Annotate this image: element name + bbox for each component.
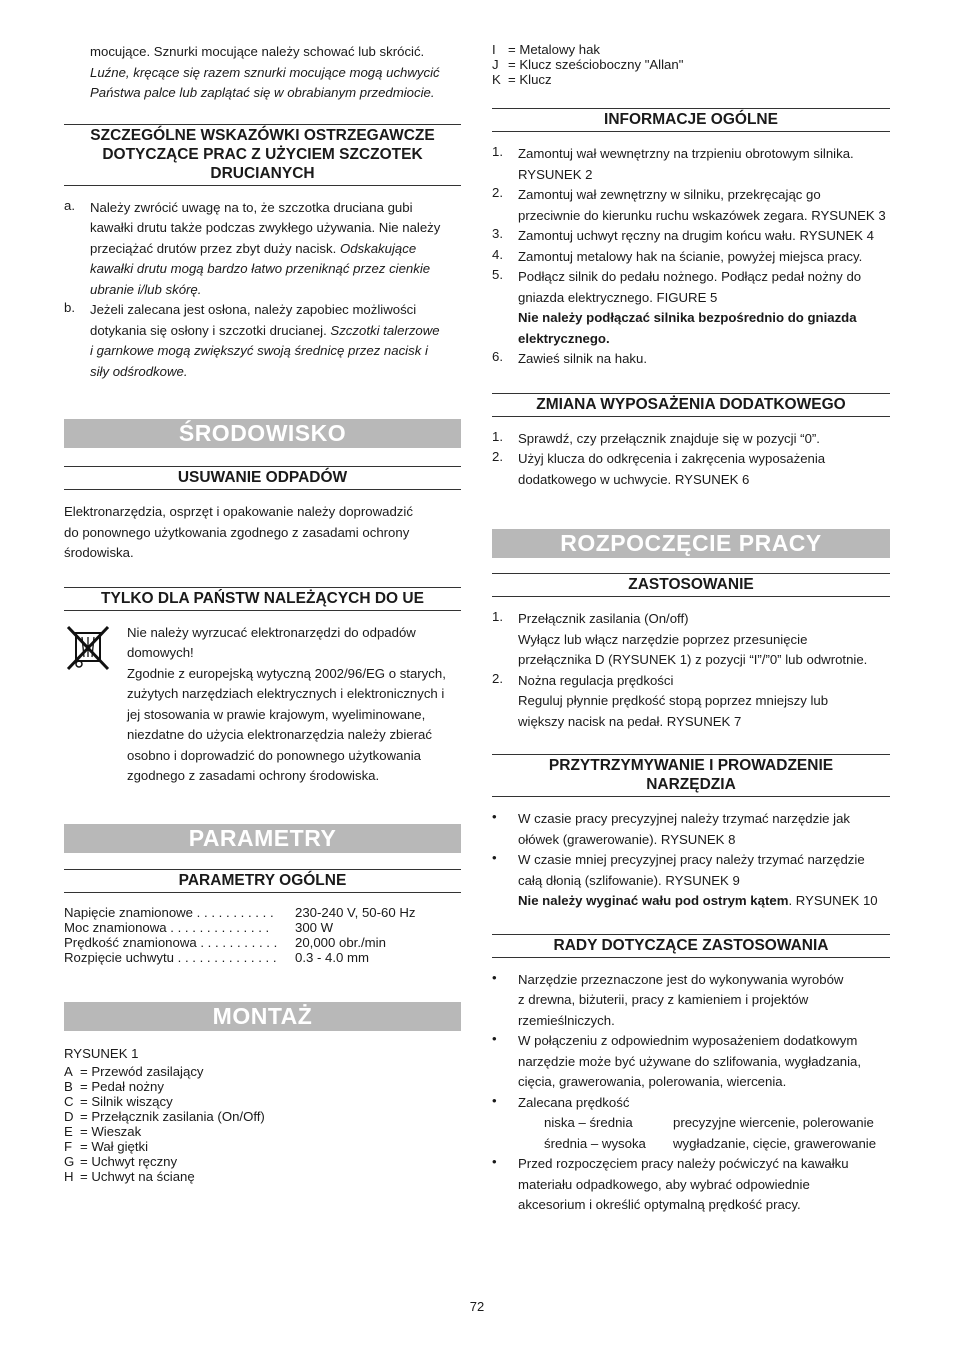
list-marker: b. bbox=[64, 300, 75, 315]
part-key: H bbox=[64, 1169, 74, 1184]
wire-brush-list bbox=[64, 198, 461, 383]
list-item bbox=[492, 970, 890, 1032]
part-value: = Silnik wiszący bbox=[80, 1094, 173, 1109]
list-line: Sprawdź, czy przełącznik znajduje się w pozycji “0”. bbox=[518, 430, 820, 446]
list-line: przeciwnie do kierunku ruchu wskazówek zegara. RYSUNEK 3 bbox=[518, 207, 886, 223]
list-line: przełącznika D (RYSUNEK 1) z pozycji “I”/”0” lub odwrotnie. bbox=[518, 652, 868, 667]
list-line: Zawieś silnik na haku. bbox=[518, 351, 648, 366]
crossed-out-wheelie-bin-icon bbox=[64, 623, 127, 787]
list-text: . RYSUNEK 10 bbox=[788, 893, 878, 908]
heading-line: SZCZEGÓLNE WSKAZÓWKI OSTRZEGAWCZE bbox=[90, 126, 435, 144]
list-item bbox=[64, 300, 461, 382]
list-text: przeciążać drutów przez zbyt duży nacisk. bbox=[90, 240, 340, 256]
heading-line: PRZYTRZYMYWANIE I PROWADZENIE bbox=[548, 757, 834, 774]
list-item bbox=[492, 267, 890, 349]
table-row bbox=[64, 920, 461, 935]
part-value: = Klucz bbox=[508, 72, 552, 87]
list-line: z drewna, biżuterii, pracy z kamieniem i projektów bbox=[518, 992, 809, 1007]
parts-list bbox=[64, 1044, 461, 1185]
text-line: zużytych narzędziach elektrycznych i elektronicznych i bbox=[127, 686, 445, 701]
text-line: Elektronarzędzia, osprzęt i opakowanie należy doprowadzić bbox=[64, 504, 413, 519]
text-line: środowiska. bbox=[64, 545, 134, 560]
table-row bbox=[64, 950, 461, 965]
tips-heading: RADY DOTYCZĄCE ZASTOSOWANIA bbox=[492, 934, 890, 958]
list-line: całą dłonią (szlifowanie). RYSUNEK 9 bbox=[518, 872, 740, 888]
list-line: rzemieślniczych. bbox=[518, 1012, 615, 1028]
param-value: 20,000 obr./min bbox=[295, 934, 386, 950]
use-heading: ZASTOSOWANIE bbox=[492, 573, 890, 597]
list-item bbox=[64, 1109, 461, 1124]
figure-label: RYSUNEK 1 bbox=[64, 1045, 139, 1061]
part-value: = Przewód zasilający bbox=[80, 1064, 204, 1079]
list-text: dotykania się osłony i szczotki drucianej. bbox=[90, 322, 331, 338]
param-key: Prędkość znamionowa . . . . . . . . . . . bbox=[64, 934, 278, 950]
list-number: 4. bbox=[492, 246, 503, 262]
list-line: Zamontuj wał wewnętrzny na trzpieniu obrotowym silnika. bbox=[518, 146, 854, 161]
list-line: Narzędzie przeznaczone jest do wykonywania wyrobów bbox=[518, 971, 844, 987]
list-item bbox=[492, 1154, 890, 1216]
list-line: Wyłącz lub włącz narzędzie poprzez przesunięcie bbox=[518, 631, 808, 647]
speed-range: średnia – wysoka bbox=[544, 1135, 646, 1151]
list-item bbox=[64, 1064, 461, 1079]
list-line: ubranie i/lub skórę. bbox=[90, 281, 202, 297]
speed-row bbox=[492, 1134, 890, 1155]
list-number: 2. bbox=[492, 185, 503, 200]
bullet: • bbox=[492, 1154, 497, 1169]
list-line: większy nacisk na pedał. RYSUNEK 7 bbox=[518, 713, 742, 729]
list-line bbox=[518, 891, 890, 912]
list-item bbox=[492, 144, 890, 185]
list-number: 1. bbox=[492, 609, 503, 624]
start-band: ROZPOCZĘCIE PRACY bbox=[492, 529, 890, 558]
speed-row bbox=[492, 1113, 890, 1134]
bullet: • bbox=[492, 1092, 497, 1108]
list-item bbox=[492, 1031, 890, 1093]
table-row bbox=[64, 935, 461, 950]
part-value: = Pedał nożny bbox=[80, 1079, 164, 1094]
part-key: G bbox=[64, 1154, 75, 1169]
list-item bbox=[64, 1079, 461, 1094]
list-line: materiału odpadkowego, aby wybrać odpowiednie bbox=[518, 1176, 810, 1192]
intro-line: mocujące. Sznurki mocujące należy schować lub skrócić. bbox=[90, 44, 425, 59]
param-key: Napięcie znamionowe . . . . . . . . . . . bbox=[64, 904, 274, 920]
tips-list bbox=[492, 970, 890, 1216]
list-item bbox=[492, 850, 890, 912]
part-value: = Uchwyt ręczny bbox=[80, 1154, 178, 1169]
parameters-band: PARAMETRY bbox=[64, 824, 461, 853]
part-key: K bbox=[492, 72, 501, 87]
part-value: = Wał giętki bbox=[80, 1139, 149, 1154]
heading-line: NARZĘDZIA bbox=[646, 776, 736, 793]
heading-line: DRUCIANYCH bbox=[210, 164, 315, 182]
list-line: dodatkowego w uchwycie. RYSUNEK 6 bbox=[518, 471, 750, 487]
general-info-list bbox=[492, 144, 890, 370]
part-value: = Metalowy hak bbox=[508, 42, 600, 57]
text-line: jej stosowania w prawie krajowym, wyeliminowane, bbox=[127, 706, 426, 722]
text-line: do ponownego użytkowania zgodnego z zasadami ochrony bbox=[64, 524, 410, 540]
text-line: Nie należy wyrzucać elektronarzędzi do odpadów bbox=[127, 624, 416, 640]
part-value: = Przełącznik zasilania (On/Off) bbox=[80, 1109, 265, 1124]
list-line: RYSUNEK 2 bbox=[518, 166, 593, 182]
list-item bbox=[492, 671, 890, 733]
part-key: I bbox=[492, 42, 496, 57]
speed-use: wygładzanie, cięcie, grawerowanie bbox=[673, 1135, 877, 1151]
list-line: kawałki drutu mogą bardzo łatwo przeniknąć przez cienkie bbox=[90, 261, 431, 276]
list-line: Podłącz silnik do pedału nożnego. Podłącz pedał nożny do bbox=[518, 269, 862, 284]
list-number: 1. bbox=[492, 144, 503, 159]
heading-line: DOTYCZĄCE PRAC Z UŻYCIEM SZCZOTEK bbox=[102, 145, 423, 163]
list-line: W czasie pracy precyzyjnej należy trzymać narzędzie jak bbox=[518, 811, 850, 826]
list-item bbox=[492, 72, 890, 87]
list-item bbox=[64, 1169, 461, 1184]
part-key: C bbox=[64, 1094, 74, 1109]
intro-line: Państwa palce lub zaplątać się w obrabianym przedmiocie. bbox=[90, 85, 435, 100]
bullet: • bbox=[492, 969, 497, 985]
general-info-heading: INFORMACJE OGÓLNE bbox=[492, 108, 890, 132]
list-number: 2. bbox=[492, 449, 503, 464]
list-line: ołówek (grawerowanie). RYSUNEK 8 bbox=[518, 831, 736, 847]
waste-heading: USUWANIE ODPADÓW bbox=[64, 466, 461, 490]
eu-text bbox=[127, 623, 446, 787]
param-key: Rozpięcie uchwytu . . . . . . . . . . . . . . bbox=[64, 949, 277, 965]
list-item bbox=[492, 349, 890, 370]
right-column bbox=[492, 42, 890, 1216]
table-row bbox=[64, 905, 461, 920]
bullet: • bbox=[492, 1031, 497, 1046]
speed-use: precyzyjne wiercenie, polerowanie bbox=[673, 1115, 874, 1130]
list-line: Zamontuj metalowy hak na ścianie, powyżej miejsca pracy. bbox=[518, 248, 863, 264]
param-value: 230-240 V, 50-60 Hz bbox=[295, 904, 416, 920]
list-line: Użyj klucza do odkręcenia i zakręcenia wyposażenia bbox=[518, 451, 826, 466]
list-line: akcesorium i określić optymalną prędkość pracy. bbox=[518, 1197, 801, 1212]
list-number: 6. bbox=[492, 349, 503, 364]
list-line: Zalecana prędkość bbox=[518, 1094, 630, 1110]
text-line: niezdatne do użycia elektronarzędzia należy zbierać bbox=[127, 727, 432, 742]
part-key: E bbox=[64, 1124, 73, 1139]
list-text-italic: Odskakujące bbox=[339, 240, 417, 256]
list-line bbox=[90, 321, 461, 342]
part-value: = Uchwyt na ścianę bbox=[80, 1169, 195, 1184]
list-number: 2. bbox=[492, 670, 503, 686]
holding-heading bbox=[492, 754, 890, 797]
list-item bbox=[492, 247, 890, 268]
list-line: Przełącznik zasilania (On/off) bbox=[518, 611, 689, 626]
accessory-list bbox=[492, 429, 890, 491]
list-marker: a. bbox=[64, 197, 75, 213]
list-item bbox=[492, 429, 890, 450]
list-item bbox=[64, 1139, 461, 1154]
list-line: W czasie mniej precyzyjnej pracy należy trzymać narzędzie bbox=[518, 852, 865, 867]
list-item bbox=[64, 1094, 461, 1109]
left-column bbox=[64, 42, 461, 1184]
list-line: Zamontuj uchwyt ręczny na drugim końcu wału. RYSUNEK 4 bbox=[518, 228, 874, 243]
list-line: cięcia, grawerowania, polerowania, wiercenia. bbox=[518, 1074, 787, 1089]
list-number: 3. bbox=[492, 226, 503, 241]
intro-paragraph bbox=[64, 42, 461, 104]
list-line: i garnkowe mogą zwiększyć swoją średnicę przez nacisk i bbox=[90, 343, 428, 358]
parameters-table bbox=[64, 905, 461, 965]
part-key: D bbox=[64, 1109, 74, 1124]
warning-line: elektrycznego. bbox=[518, 330, 610, 346]
list-item bbox=[492, 57, 890, 72]
eu-section bbox=[64, 623, 461, 787]
list-line: Reguluj płynnie prędkość stopą poprzez mniejszy lub bbox=[518, 693, 829, 708]
list-item bbox=[64, 198, 461, 301]
list-number: 1. bbox=[492, 428, 503, 444]
list-line: narzędzie może być używane do szlifowania, wygładzania, bbox=[518, 1053, 862, 1069]
param-value: 300 W bbox=[295, 919, 334, 935]
list-item bbox=[492, 449, 890, 490]
list-line: Zamontuj wał zewnętrzny w silniku, przekręcając go bbox=[518, 187, 821, 202]
assembly-band: MONTAŻ bbox=[64, 1002, 461, 1031]
list-item bbox=[64, 1154, 461, 1169]
part-key: F bbox=[64, 1139, 73, 1154]
wire-brush-heading bbox=[64, 124, 461, 186]
list-line: kawałki drutu także podczas zwykłego używania. Nie należy bbox=[90, 220, 441, 235]
text-line: domowych! bbox=[127, 645, 194, 660]
list-line: gniazda elektrycznego. FIGURE 5 bbox=[518, 289, 718, 305]
intro-line: Luźne, kręcące się razem sznurki mocujące mogą uchwycić bbox=[90, 64, 440, 80]
list-number: 5. bbox=[492, 267, 503, 282]
list-text-italic: Szczotki talerzowe bbox=[330, 322, 440, 338]
list-line bbox=[90, 239, 461, 260]
list-item bbox=[492, 1093, 890, 1114]
holding-list bbox=[492, 809, 890, 912]
text-line: zgodnego z zasadami ochrony środowiska. bbox=[127, 768, 380, 783]
part-value: = Klucz sześcioboczny "Allan" bbox=[508, 57, 684, 72]
list-item bbox=[492, 809, 890, 850]
accessory-heading: ZMIANA WYPOSAŻENIA DODATKOWEGO bbox=[492, 393, 890, 417]
list-item bbox=[492, 42, 890, 57]
parameters-heading: PARAMETRY OGÓLNE bbox=[64, 869, 461, 893]
use-list bbox=[492, 609, 890, 732]
list-item bbox=[492, 609, 890, 671]
param-value: 0.3 - 4.0 mm bbox=[295, 949, 370, 965]
list-item bbox=[492, 185, 890, 226]
part-key: A bbox=[64, 1064, 73, 1079]
environment-band: ŚRODOWISKO bbox=[64, 419, 461, 448]
list-item bbox=[492, 226, 890, 247]
list-line: Należy zwrócić uwagę na to, że szczotka druciana gubi bbox=[90, 199, 413, 215]
parts-list-continued bbox=[492, 42, 890, 87]
list-line: siły odśrodkowe. bbox=[90, 363, 188, 379]
warning-text: Nie należy wyginać wału pod ostrym kątem bbox=[518, 893, 789, 908]
speed-range: niska – średnia bbox=[544, 1115, 633, 1130]
list-line: Nożna regulacja prędkości bbox=[518, 672, 674, 688]
waste-text bbox=[64, 502, 461, 564]
warning-line: Nie należy podłączać silnika bezpośrednio do gniazda bbox=[518, 310, 857, 325]
bullet: • bbox=[492, 809, 497, 824]
list-line: W połączeniu z odpowiednim wyposażeniem dodatkowym bbox=[518, 1033, 858, 1048]
list-line: Przed rozpoczęciem pracy należy poćwiczyć na kawałku bbox=[518, 1156, 849, 1171]
eu-heading: TYLKO DLA PAŃSTW NALEŻĄCYCH DO UE bbox=[64, 587, 461, 611]
bullet: • bbox=[492, 850, 497, 865]
param-key: Moc znamionowa . . . . . . . . . . . . . . bbox=[64, 919, 270, 935]
list-line: Jeżeli zalecana jest osłona, należy zapobiec możliwości bbox=[90, 302, 417, 317]
text-line: osobno i doprowadzić do ponownego użytkowania bbox=[127, 747, 421, 763]
text-line: Zgodnie z europejską wytyczną 2002/96/EG o starych, bbox=[127, 665, 446, 681]
page-number: 72 bbox=[469, 1299, 485, 1314]
part-key: J bbox=[492, 57, 499, 72]
part-value: = Wieszak bbox=[80, 1124, 142, 1139]
part-key: B bbox=[64, 1079, 73, 1094]
list-item bbox=[64, 1124, 461, 1139]
